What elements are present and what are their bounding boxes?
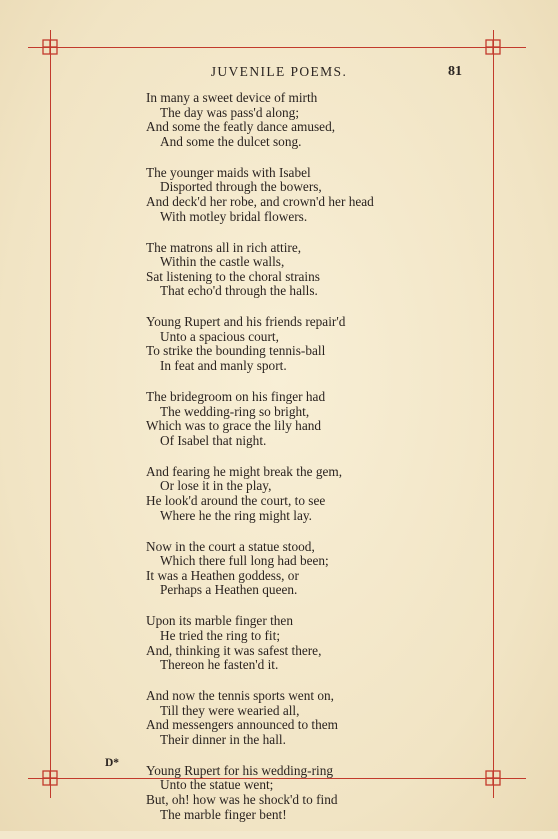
verse-line: That echo'd through the halls. bbox=[160, 283, 318, 299]
verse-line: Unto the statue went; bbox=[160, 777, 274, 793]
stanza bbox=[146, 241, 446, 299]
verse-line: Unto a spacious court, bbox=[160, 328, 279, 344]
verse-line: Till they were wearied all, bbox=[160, 702, 300, 718]
verse-line: In many a sweet device of mirth bbox=[146, 90, 318, 105]
verse-line: Their dinner in the hall. bbox=[160, 731, 286, 747]
verse-line: And deck'd her robe, and crown'd her head bbox=[146, 193, 374, 209]
verse-line: The marble finger bent! bbox=[160, 806, 287, 822]
left-border-rule bbox=[50, 30, 51, 798]
verse-line: The matrons all in rich attire, bbox=[146, 239, 302, 255]
bottom-right-corner-ornament bbox=[482, 767, 504, 789]
verse-line: The day was pass'd along; bbox=[160, 104, 300, 120]
verse-line: Which there full long had been; bbox=[160, 553, 329, 569]
verse-line: The wedding-ring so bright, bbox=[160, 403, 310, 419]
stanza bbox=[146, 166, 446, 224]
verse-line: Upon its marble finger then bbox=[146, 613, 293, 629]
verse-line: And, thinking it was safest there, bbox=[146, 642, 322, 658]
verse-line: And some the dulcet song. bbox=[160, 133, 302, 149]
verse-line: The bridegroom on his finger had bbox=[146, 389, 326, 405]
poem-body bbox=[146, 91, 446, 839]
stanza bbox=[146, 689, 446, 747]
verse-line: Perhaps a Heathen queen. bbox=[160, 582, 298, 598]
verse-line: To strike the bounding tennis-ball bbox=[146, 343, 326, 359]
verse-line: And messengers announced to them bbox=[146, 717, 339, 733]
stanza bbox=[146, 764, 446, 822]
top-right-corner-ornament bbox=[482, 36, 504, 58]
verse-line: The younger maids with Isabel bbox=[146, 164, 311, 180]
verse-line: Or lose it in the play, bbox=[160, 478, 272, 494]
verse-line: It was a Heathen goddess, or bbox=[146, 567, 299, 583]
page-number: 81 bbox=[448, 64, 462, 79]
verse-line: Of Isabel that night. bbox=[160, 432, 267, 448]
verse-line: Young Rupert for his wedding-ring bbox=[146, 762, 334, 778]
verse-line: He look'd around the court, to see bbox=[146, 493, 326, 509]
verse-line: Where he the ring might lay. bbox=[160, 507, 312, 523]
verse-line: And now the tennis sports went on, bbox=[146, 688, 334, 704]
verse-line: Disported through the bowers, bbox=[160, 179, 322, 195]
verse-line: Now in the court a statue stood, bbox=[146, 538, 315, 554]
verse-line: Within the castle walls, bbox=[160, 254, 285, 270]
right-border-rule bbox=[493, 30, 494, 798]
verse-line: He tried the ring to fit; bbox=[160, 627, 281, 643]
stanza bbox=[146, 315, 446, 373]
stanza bbox=[146, 465, 446, 523]
top-border-rule bbox=[28, 47, 526, 48]
signature-mark: D* bbox=[105, 757, 120, 769]
page-header bbox=[0, 64, 558, 86]
stanza bbox=[146, 540, 446, 598]
stanza bbox=[146, 91, 446, 149]
verse-line: And fearing he might break the gem, bbox=[146, 463, 343, 479]
verse-line: In feat and manly sport. bbox=[160, 358, 287, 374]
stanza bbox=[146, 390, 446, 448]
verse-line: Young Rupert and his friends repair'd bbox=[146, 314, 346, 330]
top-left-corner-ornament bbox=[39, 36, 61, 58]
verse-line: Sat listening to the choral strains bbox=[146, 268, 320, 284]
stanza bbox=[146, 614, 446, 672]
verse-line: Which was to grace the lily hand bbox=[146, 418, 322, 434]
verse-line: And some the featly dance amused, bbox=[146, 119, 336, 135]
running-title: JUVENILE POEMS. bbox=[210, 64, 348, 79]
verse-line: But, oh! how was he shock'd to find bbox=[146, 792, 338, 808]
verse-line: With motley bridal flowers. bbox=[160, 208, 308, 224]
bottom-left-corner-ornament bbox=[39, 767, 61, 789]
verse-line: Thereon he fasten'd it. bbox=[160, 657, 279, 673]
